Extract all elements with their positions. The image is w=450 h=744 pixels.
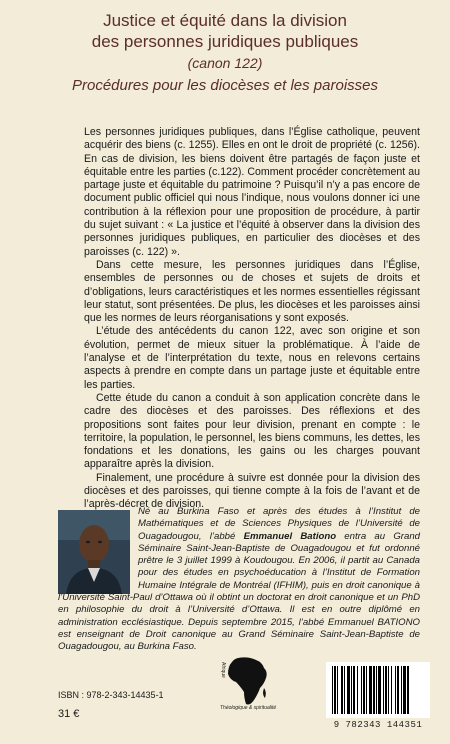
- barcode-bar: [363, 666, 365, 714]
- barcode-bar: [361, 666, 362, 714]
- author-name: Emmanuel Bationo: [243, 530, 337, 542]
- barcode-bar: [357, 666, 358, 714]
- barcode-bar: [341, 666, 343, 714]
- title-line-2: des personnes juridiques publiques: [91, 32, 359, 51]
- cover-header: [0, 0, 450, 108]
- summary-paragraph: L’étude des antécédents du canon 122, avec son origine et son évolution, permet de mieux situer la problématique. À l’aide de l’analyse et de l’interprétation du texte, nous en relevons certains aspects à prendre en compte dans un partage juste et équitable entre les parties.: [84, 325, 420, 391]
- barcode-bar: [391, 666, 392, 714]
- barcode-number: 9 782343 144351: [333, 720, 423, 730]
- logo-text: Afrique: [220, 662, 226, 678]
- summary-paragraph: Dans cette mesure, les personnes juridiques dans l’Église, ensembles de personnes ou de choses et sujets de droits et d’obligations, leurs caractéristiques et les normes essentielles régissant leur statut, sont présentées. De plus, les diocèses et les paroisses ainsi que les normes de leurs réorganisations y sont exposés.: [84, 258, 420, 325]
- barcode-bar: [395, 666, 396, 714]
- book-subtitle: Procédures pour les diocèses et les paroisses: [72, 77, 378, 94]
- barcode-bar: [388, 666, 389, 714]
- back-cover-summary: [84, 126, 420, 512]
- barcode-bar: [337, 666, 338, 714]
- barcode-bar: [366, 666, 367, 714]
- bio-text-part-1: Né au Burkina Faso et après des études à l’Institut de Mathématiques et de Sciences Physiques de l’Université de Ouagadougou, l’abbé: [138, 506, 420, 542]
- barcode-bar: [334, 666, 336, 714]
- barcode-bar: [403, 666, 406, 714]
- barcode-bar: [369, 666, 372, 714]
- barcode-bar: [383, 666, 384, 714]
- barcode-bar: [332, 666, 333, 714]
- barcode: [326, 662, 430, 718]
- photo-spacer: [58, 506, 138, 592]
- barcode-bar: [347, 666, 350, 714]
- isbn: ISBN : 978-2-343-14435-1: [58, 690, 164, 700]
- publisher-collection: Théologique & spiritualité: [220, 705, 277, 711]
- barcode-bar: [407, 666, 409, 714]
- bio-text-part-2: entra au Grand Séminaire Saint-Jean-Baptiste de Ouagadougou et fut ordonné prêtre le 3 juillet 1999 à Koudougou. En 2006, il partit au Canada pour des études en psychoéducation à l’Institut de Formation Humaine Intégrale de Montréal (IFHIM), puis en droit canonique à l’Université Saint-Paul d’Ottawa où il obtint un doctorat en droit canonique et un PhD en philosophie du droit à l’Université d’Ottawa. Il est en outre diplômé en administration ecclésiastique. Depuis septembre 2015, l’abbé Emmanuel BATIONO est enseignant de Droit canonique au Grand Séminaire Saint-Jean-Baptiste de Ouagadougou, au Burkina Faso.: [58, 530, 421, 653]
- summary-paragraph: Cette étude du canon a conduit à son application concrète dans le cadre des diocèses et des paroisses. Des réflexions et des propositions sont faites pour leur division, prenant en compte : le territoire, la population, le personnel, les biens communs, les dettes, les fondations et les donations, les gains ou les charges pouvant apparaître après la division.: [84, 391, 420, 471]
- title-line-1: Justice et équité dans la division: [103, 11, 347, 30]
- barcode-bar: [376, 666, 377, 714]
- barcode-bar: [353, 666, 355, 714]
- summary-paragraph: Finalement, une procédure à suivre est donnée pour la division des diocèses et des paroisses, qui tienne compte à la fois de l’avant et de l’après-décret de division.: [84, 471, 420, 511]
- book-title: [0, 10, 450, 52]
- barcode-bar: [351, 666, 352, 714]
- barcode-bar: [397, 666, 399, 714]
- barcode-bar: [378, 666, 381, 714]
- price: 31 €: [58, 708, 80, 720]
- canon-reference: (canon 122): [187, 55, 263, 71]
- author-biography: [58, 506, 420, 654]
- barcode-bar: [344, 666, 345, 714]
- summary-paragraph: Les personnes juridiques publiques, dans l’Église catholique, peuvent acquérir des biens (c. 1255). Elles en ont le droit de propriété (c. 1256). En cas de division, les biens doivent être partagés de façon juste et équitable entre les parties (c.122). Comment procéder concrètement au partage juste et équitable du patrimoine ? Puisqu’il n’y a pas encore de document public officiel qui nous l’indique, nous voulons donner ici une contribution à la réflexion pour une proposition de procédure, à partir du sujet suivant : « La justice et l’équité à observer dans la division des personnes juridiques publiques, en particulier des diocèses et des paroisses (c. 122) ».: [84, 126, 420, 258]
- barcode-bar: [373, 666, 375, 714]
- barcode-bar: [385, 666, 387, 714]
- barcode-bar: [401, 666, 402, 714]
